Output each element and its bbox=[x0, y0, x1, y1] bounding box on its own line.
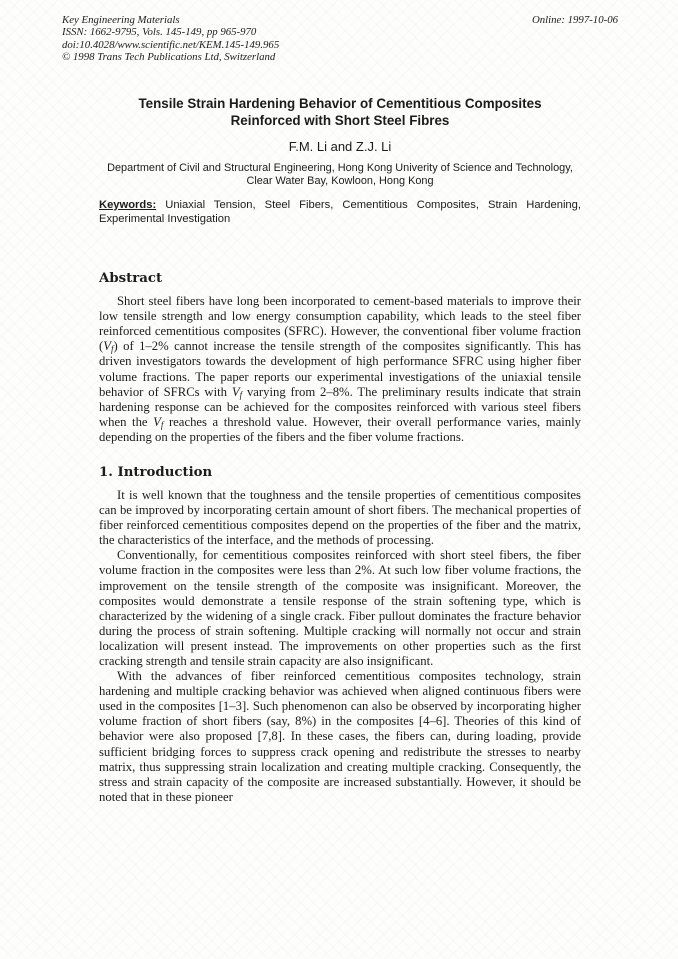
introduction-heading: 1. Introduction bbox=[99, 464, 213, 480]
keywords-label: Keywords: bbox=[99, 198, 157, 211]
abstract-seg2: ) of 1–2% cannot increase the tensile strength of the composites significantly. This has driven investigators towards the development of high performance SFRC using higher fiber volume fractions. The paper reports our experimental investigations of the uniaxial tensile behavior of SFRCs with bbox=[99, 339, 581, 399]
abstract-heading: Abstract bbox=[99, 271, 163, 287]
affiliation-line2: Clear Water Bay, Kowloon, Hong Kong bbox=[246, 175, 434, 188]
paper-title-line2: Reinforced with Short Steel Fibres bbox=[230, 113, 450, 129]
intro-paragraph-2: Conventionally, for cementitious composites reinforced with short steel fibers, the fiber volume fraction in the composites were less than 2%. At such low fiber volume fractions, the improvement on the tensile strength of the composite was insignificant. Moreover, the composites would demonstrate a tensile response of the strain softening type, which is characterized by the widening of a single crack. Fiber pullout dominates the fracture behavior during the process of strain softening. Multiple cracking will normally not occur and strain localization will present instead. The improvements on other properties such as the first cracking strength and tensile strain capacity are also insignificant. bbox=[99, 548, 581, 668]
journal-header bbox=[0, 0, 678, 64]
online-date: Online: 1997-10-06 bbox=[531, 14, 618, 26]
vf-symbol: $V_f$ bbox=[103, 339, 114, 355]
abstract-seg3: varying from 2–8%. The preliminary results indicate that strain hardening response can be achieved for the composites reinforced with various steel fibers when the bbox=[99, 384, 581, 429]
journal-header-left bbox=[62, 14, 279, 64]
abstract-seg4: reaches a threshold value. However, their overall performance varies, mainly depending on the properties of the fibers and the fiber volume fractions. bbox=[99, 414, 581, 444]
abstract-text bbox=[99, 294, 581, 445]
authors: F.M. Li and Z.J. Li bbox=[288, 138, 392, 154]
journal-title: Key Engineering Materials bbox=[62, 14, 180, 26]
intro-paragraph-1: It is well known that the toughness and the tensile properties of cementitious composites can be improved by incorporating certain amount of short fibers. The mechanical properties of fiber reinforced cementitious composites depend on the properties of the fiber and the matrix, the characteristics of the interface, and the methods of processing. bbox=[99, 487, 581, 548]
paper-title bbox=[99, 95, 581, 130]
text-column bbox=[99, 95, 581, 805]
paper-title-line1: Tensile Strain Hardening Behavior of Cementitious Composites bbox=[138, 95, 542, 111]
keywords-text: Uniaxial Tension, Steel Fibers, Cementitious Composites, Strain Hardening, Experimental Investigation bbox=[99, 198, 581, 225]
vf-symbol: $V_f$ bbox=[153, 414, 164, 430]
affiliation bbox=[85, 162, 595, 189]
issn-line: ISSN: 1662-9795, Vols. 145-149, pp 965-970 bbox=[62, 26, 257, 39]
keywords bbox=[99, 198, 581, 226]
vf-symbol: $V_f$ bbox=[231, 384, 243, 400]
abstract-seg1: Short steel fibers have long been incorporated to cement-based materials to improve their low tensile strength and low energy consumption capability, which leads to the steel fiber reinforced cementitious composites (SFRC). However, the conventional fiber volume fraction ( bbox=[99, 294, 581, 354]
intro-paragraph-3: With the advances of fiber reinforced cementitious composites technology, strain hardening and multiple cracking behavior was achieved when aligned continuous fibers were used in the composites [1–3]. Such phenomenon can also be observed by incorporating higher volume fraction of short fibers (say, 8%) in the composites [4–6]. Theories of this kind of behavior were also proposed [7,8]. In these cases, the fibers can, during loading, provide sufficient bridging forces to suppress crack opening and redistribute the stresses to nearby matrix, thus suppressing strain localization and creating multiple cracking. Consequently, the stress and strain capacity of the composite are increased substantially. However, it should be noted that in these pioneer bbox=[99, 669, 581, 804]
affiliation-line1: Department of Civil and Structural Engineering, Hong Kong Univerity of Science and Technology, bbox=[107, 161, 573, 174]
doi-line: doi:10.4028/www.scientific.net/KEM.145-149.965 bbox=[62, 38, 280, 51]
copyright-line: © 1998 Trans Tech Publications Ltd, Switzerland bbox=[62, 51, 276, 64]
